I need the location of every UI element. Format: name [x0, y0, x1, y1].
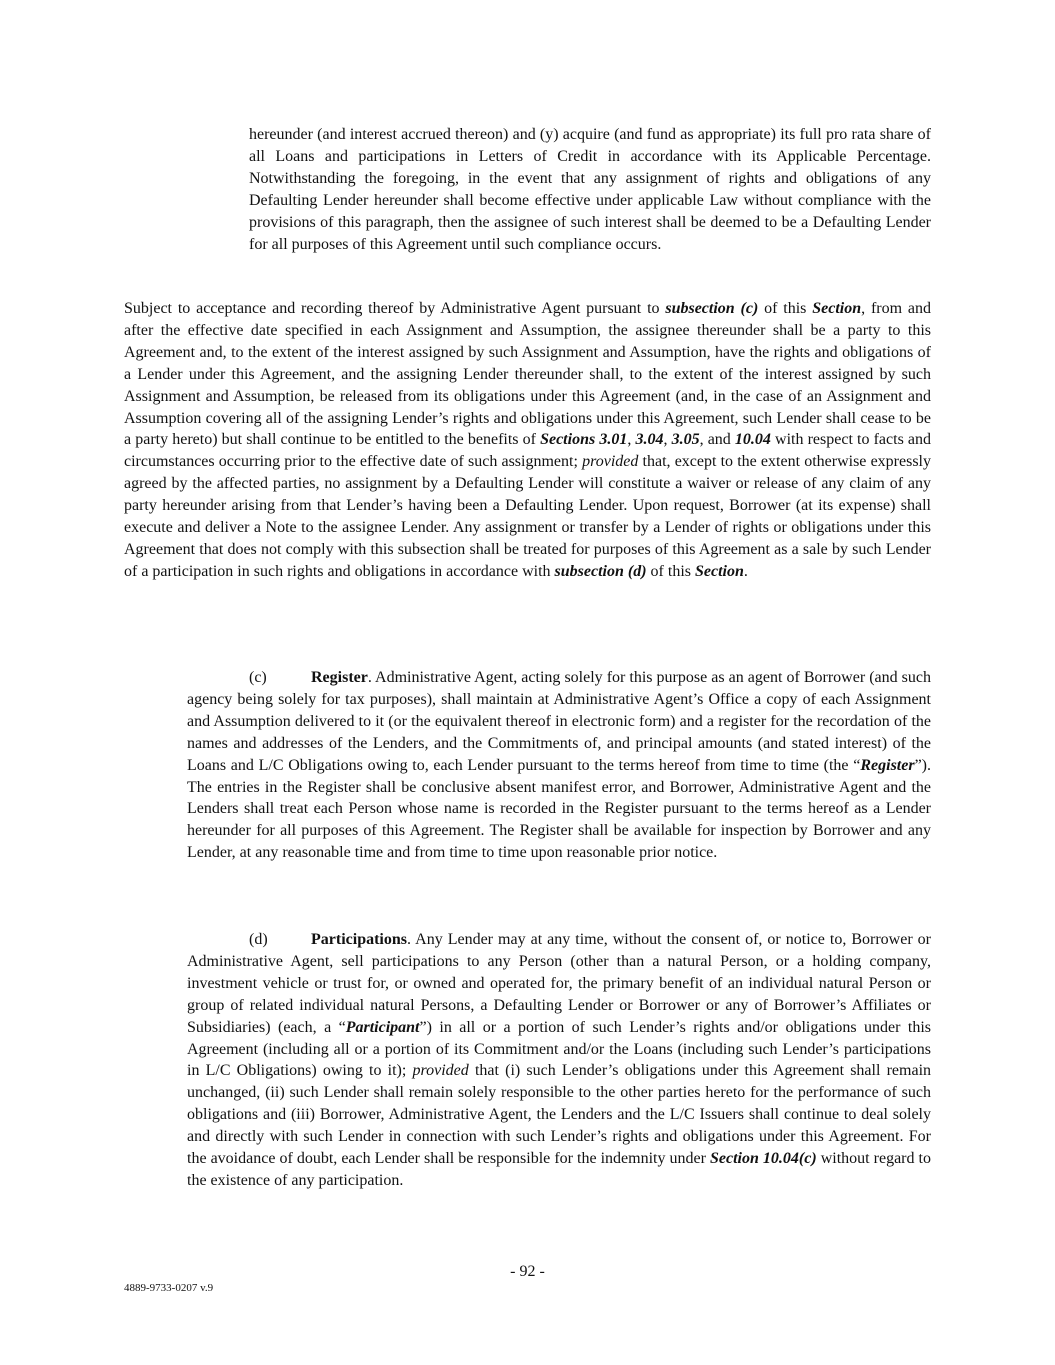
emphasized-text: Section [812, 300, 862, 317]
text-run: without regard to the existence of any participation. [187, 1150, 931, 1189]
text-run: , from and after the effective date specified in each Assignment and Assumption, the assignee thereunder shall be a party to this Agreement and, to the extent of the interest assigned by such Assignment and Assumption, have the rights and obligations of a Lender under this Agreement, and the assigning Lender thereunder shall, to the extent of the interest assigned by such Assignment and Assumption, be released from its obligations under this Agreement (and, in the case of an Assignment and Assumption covering all of the assigning Lender’s rights and obligations under this Agreement, such Lender shall cease to be a party hereto) but shall continue to be entitled to the benefits of [124, 300, 931, 449]
text-run: , [627, 431, 636, 449]
emphasized-text: 3.04 [635, 431, 664, 449]
text-run: that (i) such Lender’s obligations under this Agreement shall remain unchanged, (ii) such Lender shall remain solely responsible to the other parties hereto for the performance of such obligations and (iii) Borrower, Administrative Agent, the Lenders and the L/C Issuers shall continue to deal solely and directly with such Lender in connection with such Lender’s rights and obligations under this Agreement. For the avoidance of doubt, each Lender shall be responsible for the indemnity under [187, 1062, 932, 1168]
paragraph-continuation [249, 124, 931, 255]
paragraph-participations [187, 929, 931, 1192]
paragraph-assignment-effect [124, 298, 931, 583]
text-run: with respect to facts and circumstances occurring prior to the effective date of such assignment; [124, 431, 932, 471]
text-run: of this [646, 562, 695, 580]
emphasized-text: Participant [345, 1018, 420, 1036]
emphasized-text: provided [412, 1062, 469, 1080]
page-number: - 92 - [510, 1263, 545, 1280]
emphasized-text: Section [695, 562, 744, 580]
paragraph-register [187, 667, 931, 864]
emphasized-text: subsection (c) [665, 300, 759, 317]
emphasized-text: 10.04 [734, 431, 771, 449]
emphasized-text: subsection (d) [554, 562, 647, 580]
section-label: (d) [249, 931, 268, 948]
text-run: ”) in all or a portion of such Lender’s rights and/or obligations under this Agreement (including all or a portion of its Commitment and/or the Loans (including such Lender’s participations in L/C Obligations) owing to it); [187, 1018, 931, 1080]
emphasized-text: Participations [311, 931, 407, 948]
section-label: (c) [249, 669, 267, 686]
text-run: that, except to the extent otherwise expressly agreed by the affected parties, no assignment by a Defaulting Lender will constitute a waiver or release of any claim of any party hereunder arising from that Lender’s having been a Defaulting Lender. Upon request, Borrower (at its expense) shall execute and deliver a Note to the assignee Lender. Any assignment or transfer by a Lender of rights or obligations under this Agreement that does not comply with this subsection shall be treated for purposes of this Agreement as a sale by such Lender of a participation in such rights and obligations in accordance with [124, 453, 931, 580]
text-run: , [663, 431, 672, 449]
document-id: 4889-9733-0207 v.9 [124, 1282, 214, 1294]
text-run: . Any Lender may at any time, without the consent of, or notice to, Borrower or Administrative Agent, sell participations to any Person (other than a natural Person, or a holding company, investment vehicle or trust for, or owned and operated for, the primary benefit of an individual natural Person or group of related individual natural Persons, a Defaulting Lender or Borrower or any of Borrower’s Affiliates or Subsidiaries) (each, a “ [187, 931, 931, 1036]
text-run: . [743, 562, 748, 580]
text-run: of this [758, 300, 813, 317]
text-run: , and [699, 431, 735, 449]
text-run: ”). The entries in the Register shall be conclusive absent manifest error, and Borrower, Administrative Agent and the Lenders shall treat each Person whose name is recorded in the Register pursuant to the terms hereof as a Lender hereunder for all purposes of this Agreement. The Register shall be available for inspection by Borrower and any Lender, at any reasonable time and from time to time upon reasonable prior notice. [187, 756, 931, 862]
emphasized-text: Sections 3.01 [540, 431, 628, 449]
emphasized-text: Section 10.04(c) [709, 1150, 817, 1168]
text-run: hereunder (and interest accrued thereon) and (y) acquire (and fund as appropriate) its full pro rata share of all Loans and participations in Letters of Credit in accordance with its Applicable Percentage. Notwithstanding the foregoing, in the event that any assignment of rights and obligations of any Defaulting Lender hereunder shall become effective under applicable Law without compliance with the provisions of this paragraph, then the assignee of such interest shall be deemed to be a Defaulting Lender for all purposes of this Agreement until such compliance occurs. [249, 126, 931, 253]
emphasized-text: provided [582, 453, 639, 471]
text-run: . Administrative Agent, acting solely for this purpose as an agent of Borrower (and such agency being solely for tax purposes), shall maintain at Administrative Agent’s Office a copy of each Assignment and Assumption delivered to it (or the equivalent thereof in electronic form) and a register for the recordation of the names and addresses of the Lenders, and the Commitments of, and principal amounts (and stated interest) of the Loans and L/C Obligations owing to, each Lender pursuant to the terms hereof from time to time (the “ [187, 669, 931, 774]
emphasized-text: Register [860, 756, 915, 774]
text-run: Subject to acceptance and recording thereof by Administrative Agent pursuant to [124, 300, 666, 317]
emphasized-text: 3.05 [671, 431, 700, 449]
emphasized-text: Register [311, 669, 368, 686]
